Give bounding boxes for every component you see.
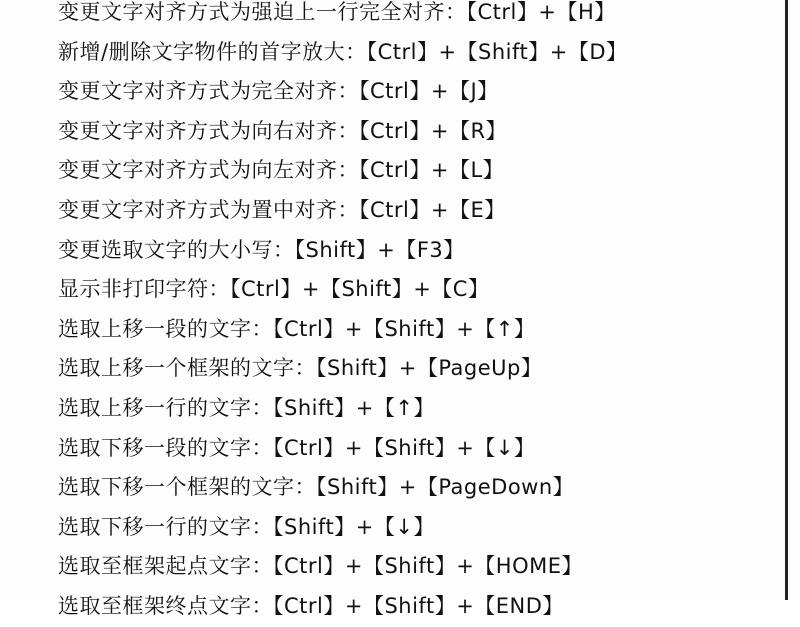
shortcut-row: 变更文字对齐方式为完全对齐：【Ctrl】+【J】 [58, 79, 499, 104]
shortcut-row: 选取下移一个框架的文字：【Shift】+【PageDown】 [58, 475, 575, 500]
shortcut-row: 选取上移一个框架的文字：【Shift】+【PageUp】 [58, 356, 543, 381]
shortcut-row: 选取至框架终点文字：【Ctrl】+【Shift】+【END】 [58, 593, 564, 618]
shortcut-row: 选取上移一行的文字：【Shift】+【↑】 [58, 395, 435, 420]
shortcut-row: 选取上移一段的文字：【Ctrl】+【Shift】+【↑】 [58, 316, 536, 341]
shortcut-row: 变更选取文字的大小写：【Shift】+【F3】 [58, 237, 465, 262]
shortcut-row: 新增/删除文字物件的首字放大：【Ctrl】+【Shift】+【D】 [58, 39, 628, 64]
shortcut-row: 变更文字对齐方式为向右对齐：【Ctrl】+【R】 [58, 118, 508, 143]
shortcut-row: 变更文字对齐方式为强迫上一行完全对齐：【Ctrl】+【H】 [58, 0, 616, 24]
shortcut-row: 选取下移一段的文字：【Ctrl】+【Shift】+【↓】 [58, 435, 536, 460]
shortcut-row: 显示非打印字符：【Ctrl】+【Shift】+【C】 [58, 277, 490, 302]
shortcut-row: 变更文字对齐方式为向左对齐：【Ctrl】+【L】 [58, 158, 505, 183]
shortcut-list [58, 0, 628, 627]
page-border-line [785, 0, 788, 600]
shortcut-row: 选取下移一行的文字：【Shift】+【↓】 [58, 514, 435, 539]
shortcut-row: 变更文字对齐方式为置中对齐：【Ctrl】+【E】 [58, 197, 506, 222]
shortcut-row: 选取至框架起点文字：【Ctrl】+【Shift】+【HOME】 [58, 554, 583, 579]
